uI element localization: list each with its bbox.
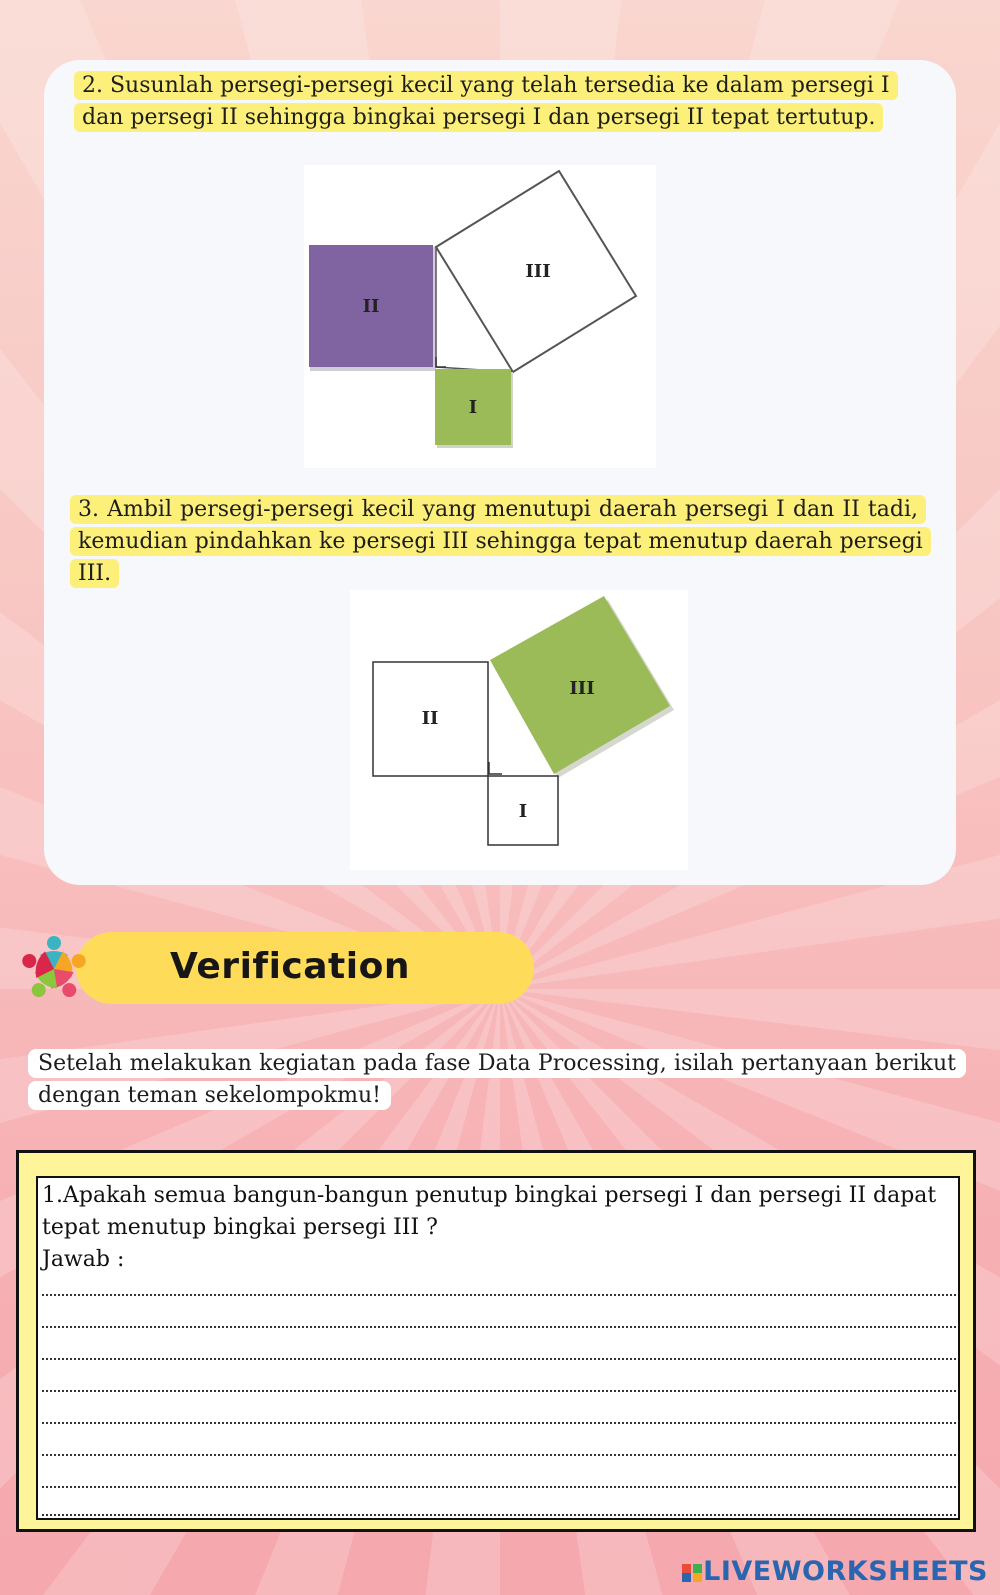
answer-label: Jawab : <box>42 1247 125 1272</box>
verification-title: Verification <box>170 946 410 987</box>
verification-header <box>0 918 540 1018</box>
answer-line[interactable] <box>42 1486 956 1488</box>
square-ii-label: II <box>362 296 380 317</box>
answer-line[interactable] <box>42 1358 956 1360</box>
square-i-label: I <box>518 801 528 822</box>
right-angle-mark <box>436 357 446 367</box>
brand-logo-icon <box>681 1564 703 1582</box>
figure-step2 <box>304 165 656 468</box>
verification-instruction: Setelah melakukan kegiatan pada fase Data Processing, isilah pertanyaan berikut dengan teman sekelompokmu! <box>28 1048 966 1112</box>
answer-line[interactable] <box>42 1514 956 1516</box>
brand-name: LIVEWORKSHEETS <box>703 1556 988 1587</box>
liveworksheets-brand[interactable] <box>681 1556 988 1587</box>
step2-instruction: 2. Susunlah persegi-persegi kecil yang telah tersedia ke dalam persegi I dan persegi II sehingga bingkai persegi I dan persegi II tepat tertutup. <box>74 70 904 134</box>
square-iii-label: III <box>569 678 595 699</box>
square-iii-label: III <box>525 261 551 282</box>
answer-line[interactable] <box>42 1294 956 1296</box>
question-1-text: 1.Apakah semua bangun-bangun penutup bingkai persegi I dan persegi II dapat tepat menutup bingkai persegi III ? <box>42 1183 937 1240</box>
step3-instruction: 3. Ambil persegi-persegi kecil yang menutupi daerah persegi I dan II tadi, kemudian pindahkan ke persegi III sehingga tepat menutup daerah persegi III. <box>70 494 926 590</box>
answer-line[interactable] <box>42 1422 956 1424</box>
people-circle-logo-icon <box>8 922 100 1016</box>
square-i-label: I <box>468 397 478 418</box>
question-box <box>36 1176 960 1520</box>
answer-line[interactable] <box>42 1390 956 1392</box>
answer-line[interactable] <box>42 1326 956 1328</box>
figure-step3 <box>350 590 688 870</box>
right-angle-mark <box>489 762 502 774</box>
square-ii-label: II <box>421 708 439 729</box>
answer-line[interactable] <box>42 1454 956 1456</box>
